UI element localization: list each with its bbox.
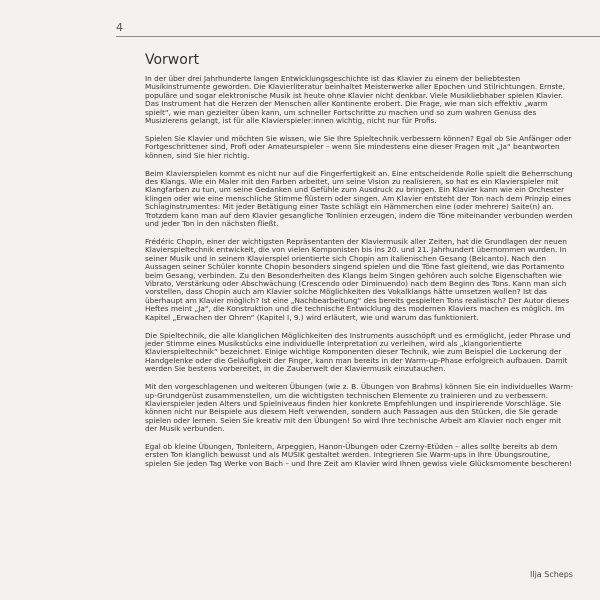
author-signature: Ilja Scheps (530, 570, 573, 579)
body-text (145, 75, 575, 478)
page-title: Vorwort (145, 52, 200, 68)
paragraph: In der über drei Jahrhunderte langen Entwicklungsgeschichte ist das Klavier zu einem der beliebtesten Musikinstrumente geworden. Die Klavierliteratur beinhaltet Meisterwerke aller Epochen und Stilrichtungen. Ernste, populäre und sogar elektronische Musik ist heute ohne Klavier nicht denkbar. Viele Musikliebhaber spielen Klavier. Das Instrument hat die Herzen der Menschen aller Kontinente erobert. Die Frage, wie man sich effektiv „warm spielt“, wie man gezielter üben kann, um schneller Fortschritte zu machen und so zum wahren Genuss des Musizierens gelangt, ist für alle Klavierspieler:innen wichtig, nicht nur für Profis. (145, 74, 566, 126)
header-rule (116, 36, 600, 37)
paragraph: Frédéric Chopin, einer der wichtigsten Repräsentanten der Klaviermusik aller Zeiten, hat die Grundlagen der neuen Klavierspieltechnik entwickelt, die von vielen Komponisten bis ins 20. und 21. Jahrhundert übernommen wurden. In seiner Musik und in seinem Klavierspiel orientierte sich Chopin am italienischen Gesang (Belcanto). Nach den Aussagen seiner Schüler konnte Chopin besonders singend spielen und die Töne fast gleitend, wie das Portamento beim Gesang, verbinden. Zu den Besonderheiten des Klangs beim Singen gehören auch solche Eigenschaften wie Vibrato, Verstärkung oder Abschwächung (Crescendo oder Diminuendo) nach dem Beginn des Tons. Kann man sich vorstellen, dass Chopin auch am Klavier solche Möglichkeiten des Vokalklangs hätte umsetzen wollen? Ist das überhaupt am Klavier möglich? Ist eine „Nachbearbeitung“ des bereits gespielten Tons realistisch? Der Autor dieses Heftes meint „Ja“, die Konstruktion und die technische Entwicklung des modernen Klaviers machen es möglich. Im Kapitel „Erwachen der Ohren“ (Kapitel I, 9.) wird erläutert, wie und warum das funktioniert. (145, 237, 570, 322)
page-number: 4 (116, 21, 123, 34)
paragraph: Die Spieltechnik, die alle klanglichen Möglichkeiten des Instruments ausschöpft und es ermöglicht, jeder Phrase und jeder Stimme eines Musikstücks eine individuelle Interpretation zu verleihen, wird als „klangorientierte Klavierspieltechnik“ bezeichnet. Einige wichtige Komponenten dieser Technik, wie zum Beispiel die Lockerung der Handgelenke oder die Geläufigkeit der Finger, kann man bereits in der Warm-up-Phase erfolgreich aufbauen. Damit werden Sie bestens vorbereitet, in die Zauberwelt der Klaviermusik einzutauchen. (145, 330, 571, 374)
paragraph: Spielen Sie Klavier und möchten Sie wissen, wie Sie Ihre Spieltechnik verbessern können? Egal ob Sie Anfänger oder Fortgeschrittener sind, Profi oder Amateurspieler – wenn Sie mindestens eine dieser Fragen mit „Ja“ beantworten können, sind Sie hier richtig. (145, 133, 572, 160)
paragraph: Egal ob kleine Übungen, Tonleitern, Arpeggien, Hanon-Übungen oder Czerny-Etüden – alles sollte bereits ab dem ersten Ton klanglich bewusst und als MUSIK gestaltet werden. Integrieren Sie Warm-ups in Ihre Übungsroutine, spielen Sie jeden Tag Werke von Bach – und Ihre Zeit am Klavier wird Ihnen gewiss viele Glücksmomente bescheren! (145, 442, 573, 468)
paragraph: Mit den vorgeschlagenen und weiteren Übungen (wie z. B. Übungen von Brahms) können Sie ein individuelles Warm-up-Grundgerüst zusammenstellen, um die wichtigsten technischen Elemente zu trainieren und zu verbessern. Klavierspieler jeden Alters und Spielniveaus finden hier konkrete Empfehlungen und inspirierende Vorschläge. Sie können nicht nur Beispiele aus diesem Heft verwenden, sondern auch Passagen aus den Stücken, die Sie gerade spielen oder lernen. Seien Sie kreativ mit den Übungen! So wird Ihre technische Arbeit am Klavier noch enger mit der Musik verbunden. (145, 382, 573, 434)
paragraph: Beim Klavierspielen kommt es nicht nur auf die Fingerfertigkeit an. Eine entscheidende Rolle spielt die Beherrschung des Klangs. Wie ein Maler mit den Farben arbeitet, um seine Vision zu realisieren, so hat es ein Klavierspieler mit Klangfarben zu tun, um seine Gedanken und Gefühle zum Ausdruck zu bringen. Ein Klavier kann wie ein Orchester klingen oder wie eine menschliche Stimme flüstern oder singen. Am Klavier entsteht der Ton nach dem Prinzip eines Schlaginstrumentes: Mit jeder Betätigung einer Taste schlägt ein Hämmerchen eine (oder mehrere) Saite(n) an. Trotzdem kann man auf dem Klavier gesangliche Tonlinien erzeugen, indem die Töne miteinander verbunden werden und jeder Ton in den nächsten fließt. (145, 168, 573, 229)
